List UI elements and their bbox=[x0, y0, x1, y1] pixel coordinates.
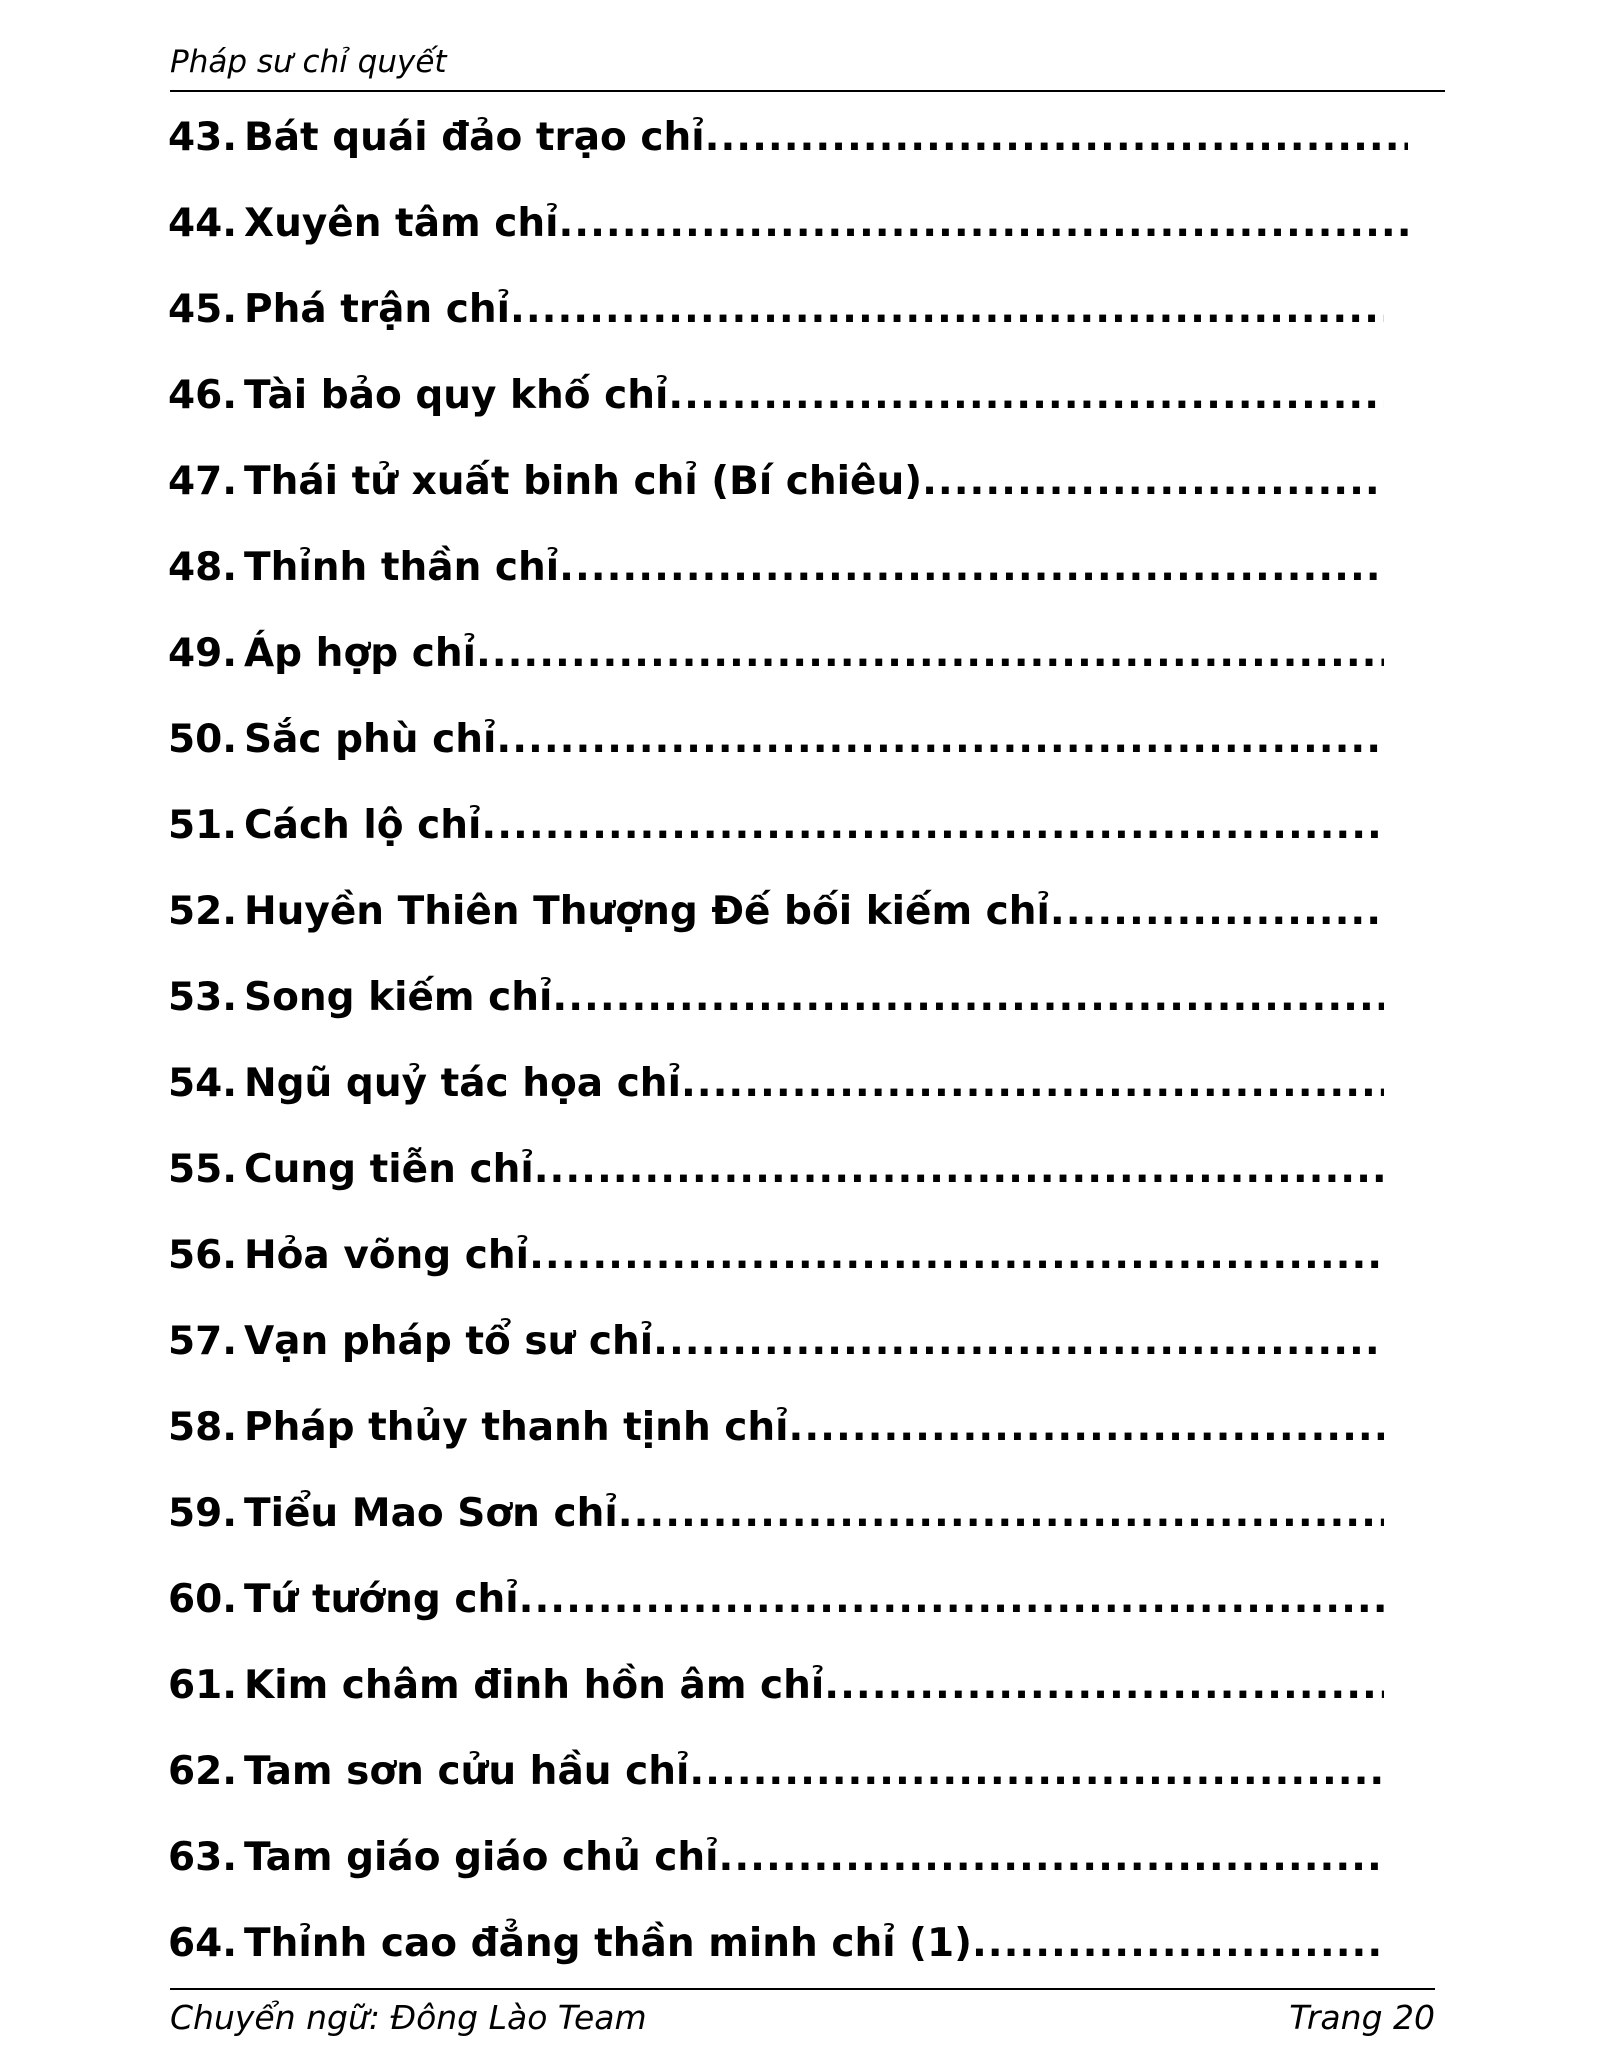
toc-entry[interactable] bbox=[168, 868, 1384, 954]
toc-title: Bát quái đảo trạo chỉ bbox=[244, 114, 705, 160]
toc-entry[interactable] bbox=[168, 180, 1408, 266]
toc-entry[interactable] bbox=[168, 696, 1384, 782]
toc-number: 59. bbox=[168, 1490, 238, 1536]
toc-number: 51. bbox=[168, 802, 238, 848]
toc-number: 43. bbox=[168, 114, 238, 160]
page-header bbox=[170, 40, 1445, 92]
dot-leader bbox=[689, 1749, 1384, 1794]
toc-number: 62. bbox=[168, 1748, 238, 1794]
dot-leader bbox=[558, 201, 1408, 246]
toc-title: Thái tử xuất binh chỉ (Bí chiêu) bbox=[244, 458, 923, 504]
toc-title: Tài bảo quy khố chỉ bbox=[244, 372, 669, 418]
translator-credit: Chuyển ngữ: Đông Lào Team bbox=[170, 1998, 647, 2037]
dot-leader bbox=[789, 1405, 1384, 1450]
toc-entry[interactable] bbox=[168, 1556, 1384, 1642]
toc-entry[interactable] bbox=[168, 1814, 1384, 1900]
toc-title: Tứ tướng chỉ bbox=[244, 1576, 519, 1622]
dot-leader bbox=[653, 1319, 1384, 1364]
page-footer bbox=[170, 1988, 1435, 2046]
toc-entry[interactable] bbox=[168, 954, 1384, 1040]
toc-number: 44. bbox=[168, 200, 238, 246]
toc-entry[interactable] bbox=[168, 1040, 1384, 1126]
dot-leader bbox=[922, 459, 1384, 504]
toc-entry[interactable] bbox=[168, 1470, 1384, 1556]
toc-entry[interactable] bbox=[168, 524, 1384, 610]
toc-title: Song kiếm chỉ bbox=[244, 974, 553, 1020]
toc-number: 61. bbox=[168, 1662, 238, 1708]
toc-entry[interactable] bbox=[168, 1642, 1384, 1728]
toc-number: 58. bbox=[168, 1404, 238, 1450]
dot-leader bbox=[618, 1491, 1384, 1536]
toc-title: Ngũ quỷ tác họa chỉ bbox=[244, 1060, 681, 1106]
toc-number: 52. bbox=[168, 888, 238, 934]
toc-title: Xuyên tâm chỉ bbox=[244, 200, 559, 246]
toc-entry[interactable] bbox=[168, 1728, 1384, 1814]
page-number: Trang 20 bbox=[1289, 1998, 1435, 2037]
toc-title: Kim châm đinh hồn âm chỉ bbox=[244, 1662, 825, 1708]
dot-leader bbox=[705, 115, 1408, 160]
dot-leader bbox=[529, 1233, 1384, 1278]
header-title: Pháp sư chỉ quyết bbox=[170, 44, 447, 80]
toc-number: 55. bbox=[168, 1146, 238, 1192]
toc-number: 60. bbox=[168, 1576, 238, 1622]
toc-entry[interactable] bbox=[168, 94, 1408, 180]
toc-number: 56. bbox=[168, 1232, 238, 1278]
toc-number: 46. bbox=[168, 372, 238, 418]
dot-leader bbox=[824, 1663, 1384, 1708]
toc-title: Sắc phù chỉ bbox=[244, 716, 497, 762]
toc-entry[interactable] bbox=[168, 266, 1384, 352]
toc-title: Phá trận chỉ bbox=[244, 286, 511, 332]
toc-number: 49. bbox=[168, 630, 238, 676]
toc-title: Cung tiễn chỉ bbox=[244, 1146, 534, 1192]
toc-entry[interactable] bbox=[168, 1384, 1384, 1470]
dot-leader bbox=[681, 1061, 1384, 1106]
toc-title: Pháp thủy thanh tịnh chỉ bbox=[244, 1404, 789, 1450]
toc-number: 64. bbox=[168, 1920, 238, 1966]
toc-title: Tam sơn cửu hầu chỉ bbox=[244, 1748, 690, 1794]
dot-leader bbox=[719, 1835, 1384, 1880]
toc-entry[interactable] bbox=[168, 352, 1384, 438]
toc-title: Tiểu Mao Sơn chỉ bbox=[244, 1490, 618, 1536]
dot-leader bbox=[510, 287, 1384, 332]
dot-leader bbox=[534, 1147, 1384, 1192]
dot-leader bbox=[552, 975, 1384, 1020]
toc-number: 48. bbox=[168, 544, 238, 590]
toc-number: 45. bbox=[168, 286, 238, 332]
toc-title: Huyền Thiên Thượng Đế bối kiếm chỉ bbox=[244, 888, 1050, 934]
toc-entry[interactable] bbox=[168, 610, 1384, 696]
toc-title: Thỉnh thần chỉ bbox=[244, 544, 560, 590]
toc-number: 47. bbox=[168, 458, 238, 504]
dot-leader bbox=[668, 373, 1384, 418]
dot-leader bbox=[496, 717, 1384, 762]
toc-entry[interactable] bbox=[168, 438, 1384, 524]
toc-entry[interactable] bbox=[168, 782, 1384, 868]
toc-number: 63. bbox=[168, 1834, 238, 1880]
toc-number: 54. bbox=[168, 1060, 238, 1106]
toc-title: Thỉnh cao đẳng thần minh chỉ (1) bbox=[244, 1920, 972, 1966]
toc-title: Hỏa võng chỉ bbox=[244, 1232, 530, 1278]
dot-leader bbox=[1050, 889, 1384, 934]
dot-leader bbox=[476, 631, 1384, 676]
toc-entry[interactable] bbox=[168, 1900, 1384, 1986]
toc-number: 50. bbox=[168, 716, 238, 762]
toc-title: Cách lộ chỉ bbox=[244, 802, 482, 848]
toc-title: Vạn pháp tổ sư chỉ bbox=[244, 1318, 654, 1364]
toc-number: 57. bbox=[168, 1318, 238, 1364]
dot-leader bbox=[559, 545, 1384, 590]
dot-leader bbox=[972, 1921, 1384, 1966]
toc-number: 53. bbox=[168, 974, 238, 1020]
toc-title: Áp hợp chỉ bbox=[244, 630, 476, 676]
dot-leader bbox=[519, 1577, 1384, 1622]
toc-entry[interactable] bbox=[168, 1298, 1384, 1384]
toc-entry[interactable] bbox=[168, 1126, 1384, 1212]
dot-leader bbox=[481, 803, 1384, 848]
toc-title: Tam giáo giáo chủ chỉ bbox=[244, 1834, 719, 1880]
table-of-contents bbox=[168, 94, 1408, 1986]
toc-entry[interactable] bbox=[168, 1212, 1384, 1298]
